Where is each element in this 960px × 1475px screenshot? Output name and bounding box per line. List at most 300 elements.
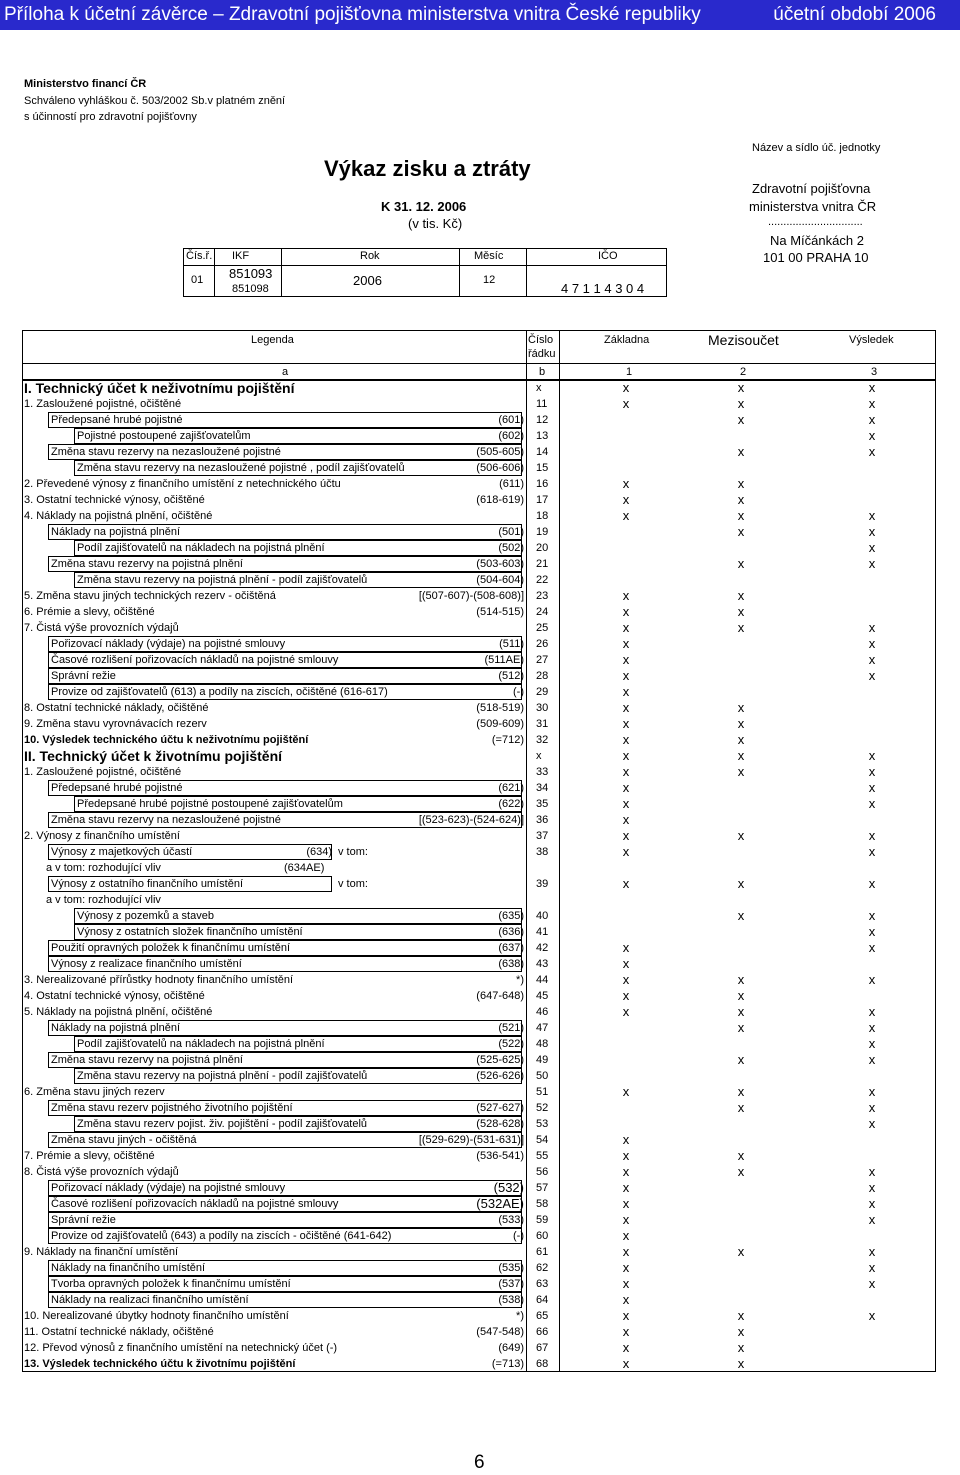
row-label: Časové rozlišení pořizovacích nákladů na pojistné smlouvy: [48, 1196, 522, 1212]
row-code: (532AE): [476, 1196, 524, 1211]
row-number: 53: [536, 1118, 549, 1130]
row-number: 66: [536, 1326, 549, 1338]
row-code: (-): [513, 686, 524, 698]
col-1: 1: [626, 366, 633, 378]
row-number: 36: [536, 814, 549, 826]
row-label: Pořizovací náklady (výdaje) na pojistné smlouvy: [48, 636, 522, 652]
row-code: (638): [498, 958, 524, 970]
row-label: 5. Změna stavu jiných technických rezerv - očištěná: [24, 590, 276, 602]
row-number: 23: [536, 590, 549, 602]
row-code: (505-605): [476, 446, 524, 458]
cell-vysledek: x: [868, 1020, 876, 1035]
statement-frame: [22, 380, 936, 1372]
row-label: Změna stavu rezervy na pojistná plnění - podíl zajišťovatelů: [74, 572, 522, 588]
row-label: Změna stavu rezervy na nezasloužené pojistné: [48, 444, 522, 460]
cell-mezisoucet: x: [737, 492, 745, 507]
row-number: 47: [536, 1022, 549, 1034]
row-number: 63: [536, 1278, 549, 1290]
row-label: 1. Zasloužené pojistné, očištěné: [24, 398, 182, 410]
row-label: 12. Převod výnosů z finančního umístění na netechnický účet (-): [24, 1342, 338, 1354]
cell-zakladna: x: [622, 876, 630, 891]
cell-mezisoucet: x: [737, 412, 745, 427]
row-code: (547-548): [476, 1326, 524, 1338]
row-number: 61: [536, 1246, 549, 1258]
col-radku: řádku: [528, 348, 556, 360]
cell-zakladna: x: [622, 684, 630, 699]
cell-mezisoucet: x: [737, 1020, 745, 1035]
row-number: 37: [536, 830, 549, 842]
cell-vysledek: x: [868, 540, 876, 555]
cell-vysledek: x: [868, 1100, 876, 1115]
row-label: 8. Čistá výše provozních výdajů: [24, 1166, 179, 1178]
cell-zakladna: x: [622, 956, 630, 971]
cell-zakladna: x: [622, 1084, 630, 1099]
row-number: 12: [536, 414, 549, 426]
cell-zakladna: x: [622, 716, 630, 731]
row-code: (528-628): [476, 1118, 524, 1130]
entity-dots: ...............................: [768, 216, 863, 228]
hdr-rok: Rok: [360, 250, 380, 262]
cell-mezisoucet: x: [737, 876, 745, 891]
cell-mezisoucet: x: [737, 1004, 745, 1019]
row-code: (649): [498, 1342, 524, 1354]
row-code: (634): [306, 846, 332, 858]
row-label: 6. Prémie a slevy, očištěné: [24, 606, 155, 618]
col-3: 3: [871, 366, 878, 378]
row-number: 31: [536, 718, 549, 730]
row-number: 65: [536, 1310, 549, 1322]
row-code: (636): [498, 926, 524, 938]
hdr-ico: IČO: [598, 250, 618, 262]
row-number: 50: [536, 1070, 549, 1082]
cell-vysledek: x: [868, 940, 876, 955]
cell-zakladna: x: [622, 748, 630, 763]
cell-zakladna: x: [622, 1356, 630, 1371]
cell-vysledek: x: [868, 780, 876, 795]
row-number: x: [536, 382, 542, 394]
cell-zakladna: x: [622, 1260, 630, 1275]
cell-vysledek: x: [868, 972, 876, 987]
cell-mezisoucet: x: [737, 588, 745, 603]
cell-zakladna: x: [622, 1212, 630, 1227]
entity-name-1: Zdravotní pojišťovna: [752, 181, 871, 196]
cell-vysledek: x: [868, 636, 876, 651]
cell-zakladna: x: [622, 636, 630, 651]
cell-mezisoucet: x: [737, 508, 745, 523]
row-code: (536-541): [476, 1150, 524, 1162]
row-label: 10. Výsledek technického účtu k neživotnímu pojištění: [24, 734, 309, 746]
cell-zakladna: x: [622, 972, 630, 987]
cell-mezisoucet: x: [737, 748, 745, 763]
cell-vysledek: x: [868, 380, 876, 395]
cell-mezisoucet: x: [737, 380, 745, 395]
cell-vysledek: x: [868, 876, 876, 891]
row-number: 46: [536, 1006, 549, 1018]
cell-mezisoucet: x: [737, 908, 745, 923]
cell-zakladna: x: [622, 844, 630, 859]
ministry-validity: s účinností pro zdravotní pojišťovny: [24, 111, 197, 123]
row-code: (509-609): [476, 718, 524, 730]
row-label: Předepsané hrubé pojistné: [48, 780, 522, 796]
row-code: [(507-607)-(508-608)]: [418, 590, 524, 602]
row-number: 52: [536, 1102, 549, 1114]
cell-zakladna: x: [622, 588, 630, 603]
row-label: Výnosy z realizace finančního umístění: [48, 956, 522, 972]
row-code: (518-519): [476, 702, 524, 714]
cell-vysledek: x: [868, 924, 876, 939]
hdr-cis-r: Čís.ř.: [186, 250, 213, 262]
cell-zakladna: x: [622, 764, 630, 779]
cell-mezisoucet: x: [737, 1100, 745, 1115]
cell-mezisoucet: x: [737, 620, 745, 635]
cell-mezisoucet: x: [737, 1308, 745, 1323]
row-label: Výnosy z pozemků a staveb: [74, 908, 522, 924]
cell-mezisoucet: x: [737, 1164, 745, 1179]
row-number: 29: [536, 686, 549, 698]
page-header: [0, 0, 960, 30]
row-number: 59: [536, 1214, 549, 1226]
row-label: Podíl zajišťovatelů na nákladech na pojistná plnění: [74, 540, 522, 556]
row-label: Změna stavu rezervy na pojistná plnění: [48, 556, 522, 572]
row-number: 68: [536, 1358, 549, 1370]
row-code: *): [516, 974, 524, 986]
row-label: Správní režie: [48, 668, 522, 684]
cell-mezisoucet: x: [737, 524, 745, 539]
cell-vysledek: x: [868, 1276, 876, 1291]
row-number: 28: [536, 670, 549, 682]
row-label: II. Technický účet k životnímu pojištění: [24, 748, 283, 764]
row-code: (=712): [491, 734, 524, 746]
row-number: 13: [536, 430, 549, 442]
cell-vysledek: x: [868, 444, 876, 459]
row-code: (635): [498, 910, 524, 922]
row-code: (647-648): [476, 990, 524, 1002]
cell-mezisoucet: x: [737, 764, 745, 779]
cell-vysledek: x: [868, 1260, 876, 1275]
cell-mezisoucet: x: [737, 1148, 745, 1163]
row-number: 39: [536, 878, 549, 890]
row-number: 51: [536, 1086, 549, 1098]
row-number: 42: [536, 942, 549, 954]
row-label: Změna stavu rezervy na nezasloužené pojistné , podíl zajišťovatelů: [74, 460, 522, 476]
cell-zakladna: x: [622, 668, 630, 683]
row-code: (537): [498, 1278, 524, 1290]
cell-mezisoucet: x: [737, 828, 745, 843]
row-label: Výnosy z ostatního finančního umístění: [48, 876, 332, 892]
cell-zakladna: x: [622, 492, 630, 507]
row-label: 9. Změna stavu vyrovnávacích rezerv: [24, 718, 207, 730]
cell-vysledek: x: [868, 508, 876, 523]
cell-vysledek: x: [868, 1164, 876, 1179]
cell-vysledek: x: [868, 1052, 876, 1067]
row-label: Změna stavu jiných - očištěná: [48, 1132, 522, 1148]
row-code: (504-604): [476, 574, 524, 586]
row-number: 25: [536, 622, 549, 634]
cell-vysledek: x: [868, 1212, 876, 1227]
cell-mezisoucet: x: [737, 1052, 745, 1067]
row-number: 40: [536, 910, 549, 922]
row-code: (535): [498, 1262, 524, 1274]
cell-zakladna: x: [622, 828, 630, 843]
cell-zakladna: x: [622, 652, 630, 667]
cell-vysledek: x: [868, 1180, 876, 1195]
row-label: 7. Prémie a slevy, očištěné: [24, 1150, 155, 1162]
row-code: (521): [498, 1022, 524, 1034]
row-code: (503-603): [476, 558, 524, 570]
row-number: 49: [536, 1054, 549, 1066]
row-label: Použití opravných položek k finančnímu umístění: [48, 940, 522, 956]
cell-zakladna: x: [622, 396, 630, 411]
row-number: 19: [536, 526, 549, 538]
cell-vysledek: x: [868, 652, 876, 667]
row-label: 5. Náklady na pojistná plnění, očištěné: [24, 1006, 213, 1018]
row-number: 20: [536, 542, 549, 554]
cell-vysledek: x: [868, 412, 876, 427]
cell-zakladna: x: [622, 1244, 630, 1259]
row-label: 9. Náklady na finanční umístění: [24, 1246, 179, 1258]
cell-vysledek: x: [868, 1196, 876, 1211]
hdr-ikf: IKF: [232, 250, 250, 262]
cell-mezisoucet: x: [737, 988, 745, 1003]
row-label: Výnosy z ostatních složek finančního umístění: [74, 924, 522, 940]
cell-mezisoucet: x: [737, 1340, 745, 1355]
cell-zakladna: x: [622, 1132, 630, 1147]
cell-zakladna: x: [622, 1004, 630, 1019]
row-code: (522): [498, 1038, 524, 1050]
cell-mezisoucet: x: [737, 1356, 745, 1371]
row-number: x: [536, 750, 542, 762]
row-label: Časové rozlišení pořizovacích nákladů na pojistné smlouvy: [48, 652, 522, 668]
row-label: 4. Náklady na pojistná plnění, očištěné: [24, 510, 213, 522]
cell-zakladna: x: [622, 1340, 630, 1355]
row-code: (602): [498, 430, 524, 442]
val-ico: 4 7 1 1 4 3 0 4: [561, 281, 645, 296]
row-number: 45: [536, 990, 549, 1002]
row-code: (538): [498, 1294, 524, 1306]
row-code: (501): [498, 526, 524, 538]
cell-zakladna: x: [622, 812, 630, 827]
col-vysledek: Výsledek: [849, 334, 894, 346]
row-number: 41: [536, 926, 549, 938]
cell-vysledek: x: [868, 1116, 876, 1131]
cell-zakladna: x: [622, 380, 630, 395]
row-number: 55: [536, 1150, 549, 1162]
cell-zakladna: x: [622, 780, 630, 795]
row-code: (506-606): [476, 462, 524, 474]
row-code: [(523-623)-(524-624)]: [418, 814, 524, 826]
header-title: Příloha k účetní závěrce – Zdravotní pojišťovna ministerstva vnitra České republiky: [4, 4, 701, 25]
row-label: 1. Zasloužené pojistné, očištěné: [24, 766, 182, 778]
row-code: (502): [498, 542, 524, 554]
cell-zakladna: x: [622, 508, 630, 523]
col-legenda: Legenda: [251, 334, 294, 346]
cell-vysledek: x: [868, 908, 876, 923]
row-number: 43: [536, 958, 549, 970]
row-code: (512): [498, 670, 524, 682]
row-number: 58: [536, 1198, 549, 1210]
cell-mezisoucet: x: [737, 1244, 745, 1259]
row-number: 67: [536, 1342, 549, 1354]
cell-vysledek: x: [868, 1244, 876, 1259]
cell-vysledek: x: [868, 524, 876, 539]
entity-name-2: ministerstva vnitra ČR: [749, 199, 877, 214]
row-label: Změna stavu rezervy na nezasloužené pojistné: [48, 812, 522, 828]
report-title: Výkaz zisku a ztráty: [324, 156, 531, 181]
row-code: (621): [498, 782, 524, 794]
row-code: *): [516, 1310, 524, 1322]
row-number: 38: [536, 846, 549, 858]
row-code: (622): [498, 798, 524, 810]
cell-vysledek: x: [868, 556, 876, 571]
row-number: 30: [536, 702, 549, 714]
cell-mezisoucet: x: [737, 1084, 745, 1099]
cell-mezisoucet: x: [737, 700, 745, 715]
row-vtom: v tom:: [338, 878, 368, 890]
row-label: 11. Ostatní technické náklady, očištěné: [24, 1326, 214, 1338]
row-number: 24: [536, 606, 549, 618]
row-number: 60: [536, 1230, 549, 1242]
cell-mezisoucet: x: [737, 556, 745, 571]
entity-street: Na Míčánkách 2: [770, 233, 864, 248]
row-label: Provize od zajišťovatelů (613) a podíly na ziscích, očištěné (616-617): [48, 684, 522, 700]
row-code: (511AE): [484, 654, 524, 666]
row-label: Pojistné postoupené zajišťovatelům: [74, 428, 522, 444]
row-code: (527-627): [476, 1102, 524, 1114]
row-code: [(529-629)-(531-631)]: [418, 1134, 524, 1146]
page-number: 6: [474, 1452, 485, 1473]
cell-zakladna: x: [622, 700, 630, 715]
row-number: 48: [536, 1038, 549, 1050]
row-number: 21: [536, 558, 549, 570]
row-number: 26: [536, 638, 549, 650]
row-code: (611): [499, 478, 524, 490]
cell-zakladna: x: [622, 732, 630, 747]
row-label: Pořizovací náklady (výdaje) na pojistné smlouvy: [48, 1180, 522, 1196]
row-number: 22: [536, 574, 549, 586]
row-label: 6. Změna stavu jiných rezerv: [24, 1086, 165, 1098]
row-label: Předepsané hrubé pojistné: [48, 412, 522, 428]
cell-zakladna: x: [622, 988, 630, 1003]
report-date: K 31. 12. 2006: [381, 199, 467, 214]
row-label: Tvorba opravných položek k finančnímu umístění: [48, 1276, 522, 1292]
col-2: 2: [740, 366, 747, 378]
row-code: (533): [498, 1214, 524, 1226]
report-units: (v tis. Kč): [408, 216, 463, 231]
row-vtom: v tom:: [338, 846, 368, 858]
col-a: a: [282, 366, 289, 378]
cell-vysledek: x: [868, 668, 876, 683]
cell-vysledek: x: [868, 748, 876, 763]
cell-zakladna: x: [622, 1180, 630, 1195]
row-label: Změna stavu rezerv pojist. živ. pojištění - podíl zajišťovatelů: [74, 1116, 522, 1132]
ministry-approval: Schváleno vyhláškou č. 503/2002 Sb.v platném znění: [24, 95, 286, 107]
row-label: Předepsané hrubé pojistné postoupené zajišťovatelům: [74, 796, 522, 812]
val-cis-r: 01: [191, 274, 204, 286]
row-label: 2. Převedené výnosy z finančního umístění z netechnického účtu: [24, 478, 341, 490]
cell-vysledek: x: [868, 1036, 876, 1051]
cell-mezisoucet: x: [737, 1324, 745, 1339]
row-code: (=713): [491, 1358, 524, 1370]
cell-mezisoucet: x: [737, 972, 745, 987]
header-period: účetní období 2006: [773, 4, 936, 25]
cell-zakladna: x: [622, 1308, 630, 1323]
val-mesic: 12: [483, 274, 496, 286]
col-cislo: Číslo: [528, 334, 554, 346]
cell-zakladna: x: [622, 620, 630, 635]
val-ikf-1: 851093: [229, 266, 273, 281]
row-label-sub: a v tom: rozhodující vliv: [46, 894, 161, 906]
cell-zakladna: x: [622, 1148, 630, 1163]
cell-zakladna: x: [622, 476, 630, 491]
row-label: Změna stavu rezervy na pojistná plnění: [48, 1052, 522, 1068]
row-number: 62: [536, 1262, 549, 1274]
entity-city: 101 00 PRAHA 10: [763, 250, 869, 265]
entity-label: Název a sídlo úč. jednotky: [752, 142, 881, 154]
cell-vysledek: x: [868, 620, 876, 635]
row-number: 14: [536, 446, 549, 458]
cell-mezisoucet: x: [737, 476, 745, 491]
row-label: Změna stavu rezerv pojistného životního pojištění: [48, 1100, 522, 1116]
row-number: 15: [536, 462, 549, 474]
row-number: 57: [536, 1182, 549, 1194]
row-label: Náklady na pojistná plnění: [48, 524, 522, 540]
row-label: Výnosy z majetkových účastí: [48, 844, 332, 860]
row-code: (532): [493, 1180, 524, 1195]
cell-vysledek: x: [868, 764, 876, 779]
row-label: Změna stavu rezervy na pojistná plnění - podíl zajišťovatelů: [74, 1068, 522, 1084]
row-number: 54: [536, 1134, 549, 1146]
row-code: (525-625): [476, 1054, 524, 1066]
cell-zakladna: x: [622, 604, 630, 619]
row-label-sub: a v tom: rozhodující vliv: [46, 862, 161, 874]
val-ikf-2: 851098: [232, 283, 269, 295]
row-number: 32: [536, 734, 549, 746]
row-number: 64: [536, 1294, 549, 1306]
row-label: 7. Čistá výše provozních výdajů: [24, 622, 179, 634]
cell-vysledek: x: [868, 796, 876, 811]
cell-vysledek: x: [868, 844, 876, 859]
cell-zakladna: x: [622, 796, 630, 811]
row-number: 27: [536, 654, 549, 666]
cell-mezisoucet: x: [737, 732, 745, 747]
row-label: I. Technický účet k neživotnímu pojištění: [24, 380, 295, 396]
hdr-mesic: Měsíc: [474, 250, 504, 262]
row-label: Podíl zajišťovatelů na nákladech na pojistná plnění: [74, 1036, 522, 1052]
row-label: 3. Ostatní technické výnosy, očištěné: [24, 494, 205, 506]
cell-vysledek: x: [868, 1084, 876, 1099]
cell-vysledek: x: [868, 396, 876, 411]
cell-zakladna: x: [622, 1324, 630, 1339]
row-code: (618-619): [476, 494, 524, 506]
row-label: Náklady na finančního umístění: [48, 1260, 522, 1276]
cell-vysledek: x: [868, 1308, 876, 1323]
cell-mezisoucet: x: [737, 604, 745, 619]
cell-vysledek: x: [868, 428, 876, 443]
row-code: (637): [498, 942, 524, 954]
row-label: Náklady na realizaci finančního umístění: [48, 1292, 522, 1308]
col-zakladna: Základna: [604, 334, 650, 346]
cell-zakladna: x: [622, 940, 630, 955]
cell-zakladna: x: [622, 1276, 630, 1291]
row-label: Náklady na pojistná plnění: [48, 1020, 522, 1036]
cell-vysledek: x: [868, 1004, 876, 1019]
row-number: 11: [536, 398, 548, 410]
row-number: 16: [536, 478, 549, 490]
cell-mezisoucet: x: [737, 716, 745, 731]
cell-zakladna: x: [622, 1196, 630, 1211]
row-label: 10. Nerealizované úbytky hodnoty finančního umístění: [24, 1310, 289, 1322]
row-label: 13. Výsledek technického účtu k životnímu pojištění: [24, 1358, 296, 1370]
